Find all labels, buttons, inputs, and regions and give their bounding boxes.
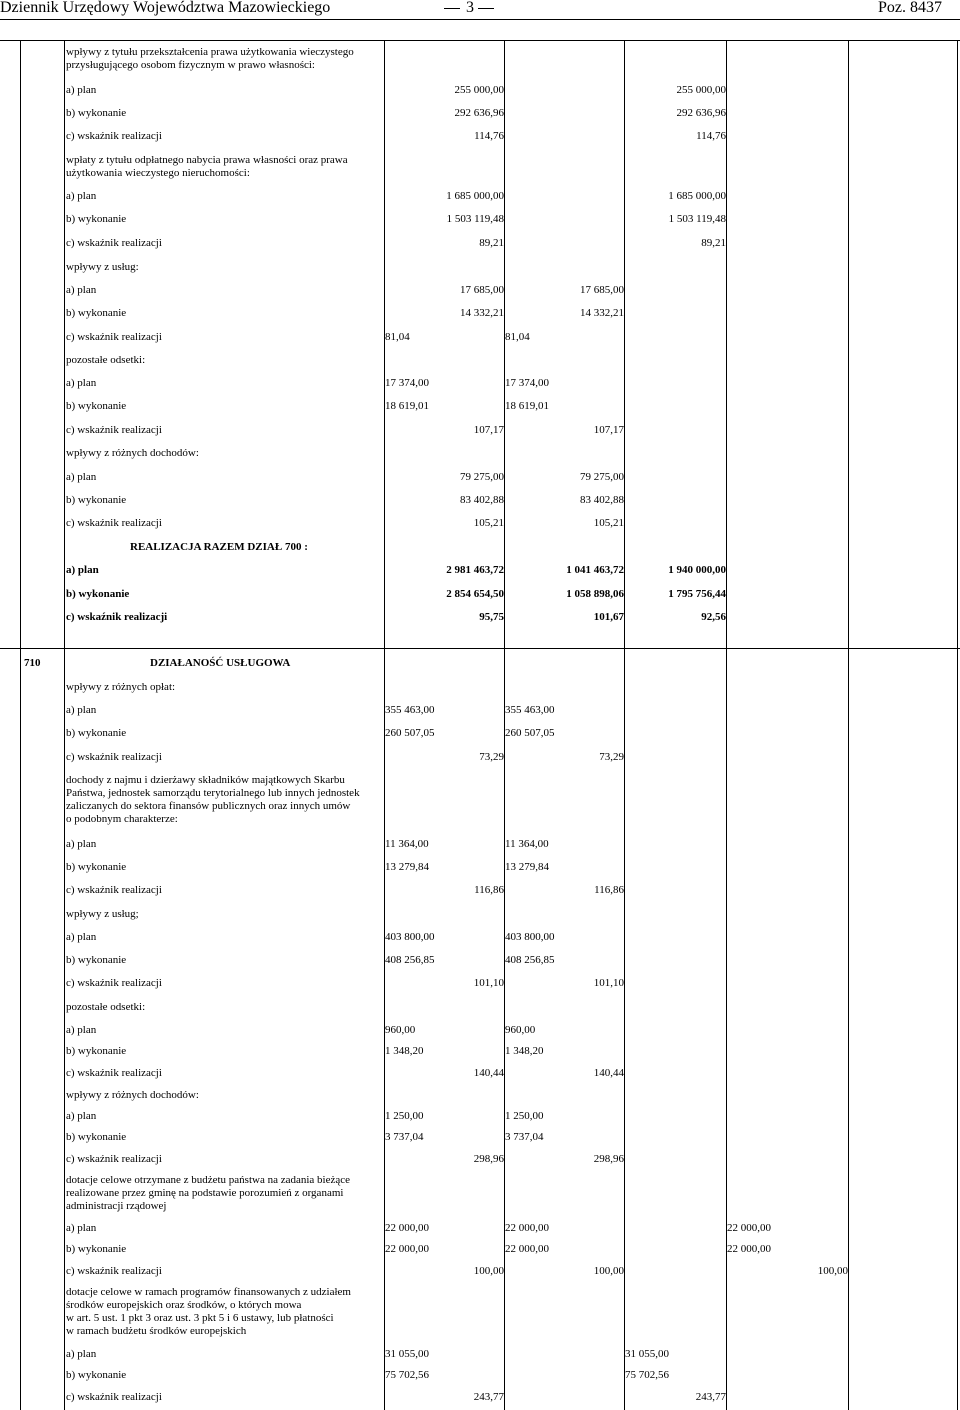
summary-heading: REALIZACJA RAZEM DZIAŁ 700 : bbox=[130, 541, 308, 553]
row-description: wpływy z różnych dochodów: bbox=[66, 1089, 199, 1101]
row-description: dochody z najmu i dzierżawy składników majątkowych Skarbu Państwa, jednostek samorządu terytorialnego lub innych jednostek zaliczanych do sektora finansów publicznych oraz innych umów o podobnym charakterze: bbox=[66, 774, 360, 825]
row-value: 83 402,88 bbox=[460, 494, 504, 506]
row-value: 75 702,56 bbox=[625, 1369, 669, 1381]
row-label: b) wykonanie bbox=[66, 727, 127, 739]
row-label: c) wskaźnik realizacji bbox=[66, 1265, 162, 1277]
row-description: wpływy z tytułu przekształcenia prawa użytkowania wieczystego przysługującego osobom fizycznym w prawo własności: bbox=[66, 46, 354, 71]
row-label: c) wskaźnik realizacji bbox=[66, 611, 168, 623]
row-value: 403 800,00 bbox=[505, 931, 555, 943]
row-value: 22 000,00 bbox=[505, 1243, 549, 1255]
row-value: 17 685,00 bbox=[580, 284, 624, 296]
position-number: Poz. 8437 bbox=[878, 0, 942, 16]
row-value: 100,00 bbox=[593, 1265, 624, 1277]
row-value: 107,17 bbox=[593, 424, 624, 436]
row-label: c) wskaźnik realizacji bbox=[66, 517, 162, 529]
row-value: 17 374,00 bbox=[385, 377, 429, 389]
row-label: b) wykonanie bbox=[66, 588, 130, 600]
row-value: 22 000,00 bbox=[385, 1243, 429, 1255]
row-label: c) wskaźnik realizacji bbox=[66, 331, 162, 343]
section-title: DZIAŁANOŚĆ USŁUGOWA bbox=[150, 657, 291, 669]
row-description: pozostałe odsetki: bbox=[66, 354, 146, 366]
row-value: 1 041 463,72 bbox=[566, 564, 624, 576]
row-value: 13 279,84 bbox=[505, 861, 549, 873]
row-value: 89,21 bbox=[479, 237, 504, 249]
row-value: 89,21 bbox=[701, 237, 726, 249]
row-label: c) wskaźnik realizacji bbox=[66, 1067, 162, 1079]
row-value: 960,00 bbox=[505, 1024, 536, 1036]
row-value: 114,76 bbox=[474, 130, 504, 142]
row-label: b) wykonanie bbox=[66, 1045, 127, 1057]
row-value: 403 800,00 bbox=[385, 931, 435, 943]
row-value: 83 402,88 bbox=[580, 494, 624, 506]
section-code: 710 bbox=[24, 657, 41, 669]
row-value: 31 055,00 bbox=[625, 1348, 669, 1360]
row-value: 2 981 463,72 bbox=[446, 564, 504, 576]
row-value: 17 685,00 bbox=[460, 284, 504, 296]
row-value: 255 000,00 bbox=[676, 84, 726, 96]
row-value: 73,29 bbox=[479, 751, 504, 763]
row-value: 292 636,96 bbox=[676, 107, 726, 119]
row-value: 17 374,00 bbox=[505, 377, 549, 389]
row-value: 298,96 bbox=[473, 1153, 504, 1165]
row-label: a) plan bbox=[66, 377, 97, 389]
row-value: 2 854 654,50 bbox=[446, 588, 504, 600]
row-value: 81,04 bbox=[385, 331, 410, 343]
row-value: 22 000,00 bbox=[727, 1243, 771, 1255]
row-value: 1 940 000,00 bbox=[668, 564, 726, 576]
page-number: 3 bbox=[466, 0, 474, 16]
row-description: pozostałe odsetki: bbox=[66, 1001, 146, 1013]
row-label: c) wskaźnik realizacji bbox=[66, 424, 162, 436]
row-value: 960,00 bbox=[385, 1024, 416, 1036]
row-value: 81,04 bbox=[505, 331, 530, 343]
row-description: wpływy z usług: bbox=[66, 261, 139, 273]
row-label: a) plan bbox=[66, 704, 97, 716]
row-value: 14 332,21 bbox=[580, 307, 624, 319]
row-value: 260 507,05 bbox=[385, 727, 435, 739]
row-label: b) wykonanie bbox=[66, 861, 127, 873]
row-value: 31 055,00 bbox=[385, 1348, 429, 1360]
row-label: b) wykonanie bbox=[66, 307, 127, 319]
row-value: 92,56 bbox=[701, 611, 726, 623]
row-value: 1 250,00 bbox=[385, 1110, 424, 1122]
row-label: c) wskaźnik realizacji bbox=[66, 884, 162, 896]
row-value: 79 275,00 bbox=[460, 471, 504, 483]
row-label: a) plan bbox=[66, 190, 97, 202]
row-value: 408 256,85 bbox=[505, 954, 555, 966]
row-label: a) plan bbox=[66, 838, 97, 850]
row-value: 3 737,04 bbox=[505, 1131, 544, 1143]
row-value: 101,67 bbox=[593, 611, 624, 623]
row-value: 298,96 bbox=[593, 1153, 624, 1165]
row-value: 100,00 bbox=[473, 1265, 504, 1277]
row-value: 243,77 bbox=[473, 1391, 504, 1403]
row-value: 75 702,56 bbox=[385, 1369, 429, 1381]
row-value: 116,86 bbox=[474, 884, 504, 896]
row-value: 1 685 000,00 bbox=[446, 190, 504, 202]
row-label: a) plan bbox=[66, 471, 97, 483]
row-label: a) plan bbox=[66, 1110, 97, 1122]
row-value: 107,17 bbox=[473, 424, 504, 436]
row-label: b) wykonanie bbox=[66, 494, 127, 506]
row-description: wpływy z różnych opłat: bbox=[66, 681, 176, 693]
row-label: b) wykonanie bbox=[66, 400, 127, 412]
row-label: a) plan bbox=[66, 1348, 97, 1360]
row-label: c) wskaźnik realizacji bbox=[66, 130, 162, 142]
row-value: 114,76 bbox=[696, 130, 726, 142]
row-value: 73,29 bbox=[599, 751, 624, 763]
row-value: 355 463,00 bbox=[385, 704, 435, 716]
row-value: 255 000,00 bbox=[454, 84, 504, 96]
row-label: a) plan bbox=[66, 564, 99, 576]
row-label: a) plan bbox=[66, 931, 97, 943]
row-value: 18 619,01 bbox=[505, 400, 549, 412]
row-value: 1 503 119,48 bbox=[446, 213, 504, 225]
row-label: b) wykonanie bbox=[66, 1243, 127, 1255]
row-value: 11 364,00 bbox=[385, 838, 429, 850]
row-value: 1 348,20 bbox=[385, 1045, 424, 1057]
row-label: a) plan bbox=[66, 84, 97, 96]
row-value: 100,00 bbox=[817, 1265, 848, 1277]
row-label: c) wskaźnik realizacji bbox=[66, 751, 162, 763]
row-description: wpływy z różnych dochodów: bbox=[66, 447, 199, 459]
row-label: a) plan bbox=[66, 1222, 97, 1234]
row-value: 1 250,00 bbox=[505, 1110, 544, 1122]
row-value: 11 364,00 bbox=[505, 838, 549, 850]
row-value: 1 348,20 bbox=[505, 1045, 544, 1057]
row-value: 105,21 bbox=[593, 517, 624, 529]
row-value: 105,21 bbox=[473, 517, 504, 529]
row-label: a) plan bbox=[66, 284, 97, 296]
row-label: c) wskaźnik realizacji bbox=[66, 237, 162, 249]
row-value: 140,44 bbox=[593, 1067, 624, 1079]
row-value: 355 463,00 bbox=[505, 704, 555, 716]
row-label: b) wykonanie bbox=[66, 1369, 127, 1381]
row-label: c) wskaźnik realizacji bbox=[66, 977, 162, 989]
journal-title: Dziennik Urzędowy Województwa Mazowieckiego bbox=[0, 0, 331, 16]
row-label: c) wskaźnik realizacji bbox=[66, 1391, 162, 1403]
row-value: 22 000,00 bbox=[727, 1222, 771, 1234]
row-description: wpływy z usług; bbox=[66, 908, 139, 920]
row-value: 22 000,00 bbox=[385, 1222, 429, 1234]
row-value: 1 058 898,06 bbox=[566, 588, 624, 600]
row-label: a) plan bbox=[66, 1024, 97, 1036]
row-value: 79 275,00 bbox=[580, 471, 624, 483]
row-label: c) wskaźnik realizacji bbox=[66, 1153, 162, 1165]
row-value: 260 507,05 bbox=[505, 727, 555, 739]
row-value: 1 685 000,00 bbox=[668, 190, 726, 202]
row-label: b) wykonanie bbox=[66, 954, 127, 966]
row-value: 18 619,01 bbox=[385, 400, 429, 412]
row-value: 292 636,96 bbox=[454, 107, 504, 119]
row-value: 140,44 bbox=[473, 1067, 504, 1079]
row-label: b) wykonanie bbox=[66, 1131, 127, 1143]
row-description: dotacje celowe otrzymane z budżetu państwa na zadania bieżące realizowane przez gminę na podstawie porozumień z organami administracji rządowej bbox=[66, 1174, 351, 1212]
row-value: 3 737,04 bbox=[385, 1131, 424, 1143]
row-label: b) wykonanie bbox=[66, 213, 127, 225]
row-value: 95,75 bbox=[479, 611, 504, 623]
row-value: 101,10 bbox=[593, 977, 624, 989]
row-value: 408 256,85 bbox=[385, 954, 435, 966]
row-value: 14 332,21 bbox=[460, 307, 504, 319]
row-description: wpłaty z tytułu odpłatnego nabycia prawa własności oraz prawa użytkowania wieczystego nieruchomości: bbox=[66, 154, 348, 179]
row-value: 1 795 756,44 bbox=[668, 588, 726, 600]
row-value: 243,77 bbox=[695, 1391, 726, 1403]
row-value: 101,10 bbox=[473, 977, 504, 989]
row-label: b) wykonanie bbox=[66, 107, 127, 119]
row-value: 1 503 119,48 bbox=[668, 213, 726, 225]
row-description: dotacje celowe w ramach programów finansowanych z udziałem środków europejskich oraz środków, o których mowa w art. 5 ust. 1 pkt 3 oraz ust. 3 pkt 5 i 6 ustawy, lub płatności w ramach budżetu środków europejskich bbox=[66, 1286, 351, 1337]
row-value: 13 279,84 bbox=[385, 861, 429, 873]
row-value: 116,86 bbox=[594, 884, 624, 896]
row-value: 22 000,00 bbox=[505, 1222, 549, 1234]
